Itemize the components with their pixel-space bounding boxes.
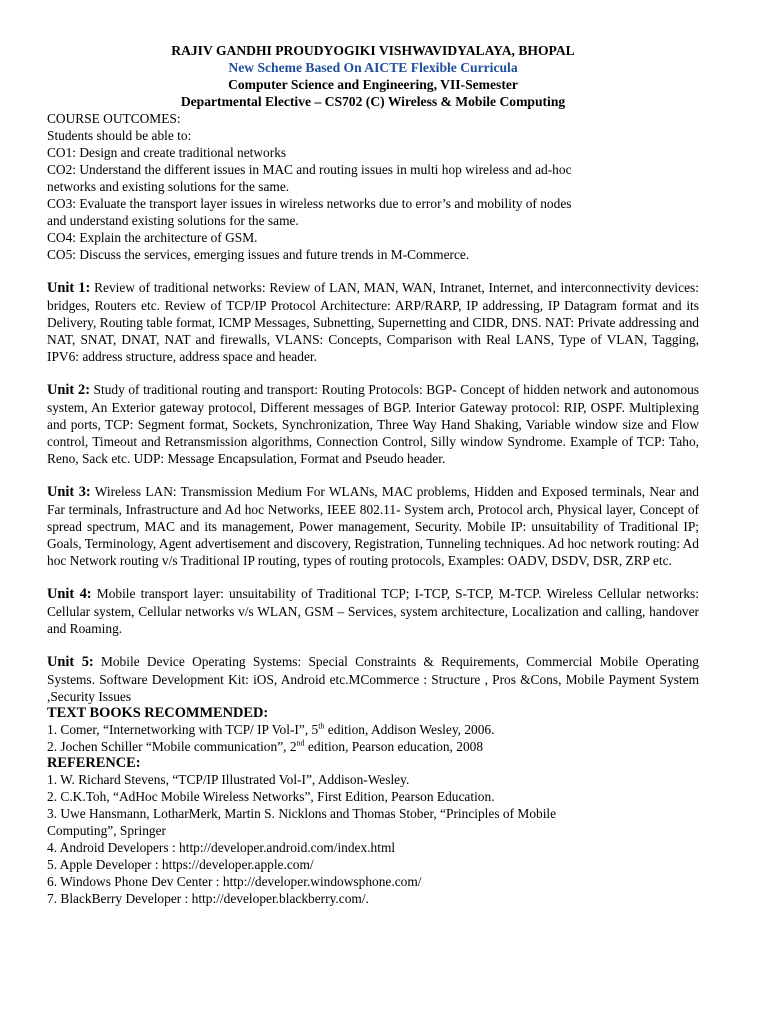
edition-superscript: th (318, 721, 325, 731)
outcomes-intro: Students should be able to: (47, 128, 192, 143)
branch-semester: Computer Science and Engineering, VII-Semester (228, 77, 518, 92)
textbook-text: edition, Addison Wesley, 2006. (324, 722, 495, 737)
university-name: RAJIV GANDHI PROUDYOGIKI VISHWAVIDYALAYA, BHOPAL (171, 43, 575, 58)
textbook-item (47, 721, 699, 738)
unit-2 (47, 381, 699, 467)
references (47, 755, 699, 907)
outcome-line: networks and existing solutions for the same. (47, 179, 290, 194)
scheme-title: New Scheme Based On AICTE Flexible Curricula (228, 60, 518, 75)
reference-item: 5. Apple Developer : https://developer.apple.com/ (47, 857, 314, 872)
course-title: Departmental Elective – CS702 (C) Wireless & Mobile Computing (180, 94, 566, 109)
outcome-line: CO4: Explain the architecture of GSM. (47, 230, 258, 245)
unit-title: Unit 4: (47, 586, 92, 602)
unit-5 (47, 653, 699, 705)
unit-text: Wireless LAN: Transmission Medium For WLANs, MAC problems, Hidden and Exposed terminals, Near and Far terminals, Infrastructure and Ad hoc Networks, IEEE 802.11- System arch, Protocol arch, Physical layer, Concept of spread spectrum, MAC and its management, Power management, Security. Mobile IP: unsuitability of Traditional IP; Goals, Terminology, Agent advertisement and discovery, Registration, Tunneling techniques. Ad hoc network routing: Ad hoc Network routing v/s Traditional IP routing, types of routing protocols, Examples: OADV, DSDV, DSR, ZRP etc. (47, 484, 699, 568)
reference-item: 4. Android Developers : http://developer.android.com/index.html (47, 840, 396, 855)
course-outcomes (47, 110, 699, 263)
outcome-line: CO3: Evaluate the transport layer issues in wireless networks due to error’s and mobility of nodes (47, 196, 572, 211)
edition-superscript: nd (296, 738, 305, 748)
unit-1 (47, 279, 699, 365)
textbook-text: 1. Comer, “Internetworking with TCP/ IP Vol-I”, 5 (47, 722, 319, 737)
unit-text: Mobile Device Operating Systems: Special Constraints & Requirements, Commercial Mobile Operating Systems. Software Development Kit: iOS, Android etc.MCommerce : Structure , Pros &Cons, Mobile Payment System ,Security Issues (47, 654, 699, 704)
reference-item: 1. W. Richard Stevens, “TCP/IP Illustrated Vol-I”, Addison-Wesley. (47, 772, 410, 787)
textbook-text: edition, Pearson education, 2008 (304, 739, 484, 754)
outcome-line: CO1: Design and create traditional networks (47, 145, 287, 160)
outcome-line: CO5: Discuss the services, emerging issues and future trends in M-Commerce. (47, 247, 470, 262)
unit-title: Unit 3: (47, 484, 91, 500)
unit-title: Unit 5: (47, 654, 94, 670)
reference-item: 7. BlackBerry Developer : http://developer.blackberry.com/. (47, 891, 369, 906)
textbook-item (47, 738, 699, 755)
unit-title: Unit 2: (47, 382, 90, 398)
unit-text: Review of traditional networks: Review of LAN, MAN, WAN, Intranet, Internet, and interconnectivity devices: bridges, Routers etc. Review of TCP/IP Protocol Architecture: ARP/RARP, IP addressing, IP Datagram format and its Delivery, Routing table format, ICMP Messages, Subnetting, Supernetting and CIDR, DNS. NAT: Private addressing and NAT, SNAT, DNAT, NAT and firewalls, VLANS: Concepts, Comparison with Real LANS, Type of VLAN, Tagging, IPV6: address structure, address space and header. (47, 280, 699, 364)
outcomes-heading: COURSE OUTCOMES: (47, 111, 181, 126)
reference-item: 3. Uwe Hansmann, LotharMerk, Martin S. Nicklons and Thomas Stober, “Principles of Mobile (47, 806, 557, 821)
unit-4 (47, 585, 699, 637)
unit-3 (47, 483, 699, 569)
reference-item: Computing”, Springer (47, 823, 167, 838)
outcome-line: CO2: Understand the different issues in MAC and routing issues in multi hop wireless and ad-hoc (47, 162, 572, 177)
unit-title: Unit 1: (47, 280, 91, 296)
textbook-text: 2. Jochen Schiller “Mobile communication”, 2 (47, 739, 297, 754)
text-books (47, 705, 699, 755)
unit-text: Mobile transport layer: unsuitability of Traditional TCP; I-TCP, S-TCP, M-TCP. Wireless Cellular networks: Cellular system, Cellular networks v/s WLAN, GSM – Services, system architecture, Localization and calling, handover and Roaming. (47, 586, 699, 636)
document-header (47, 42, 699, 110)
unit-text: Study of traditional routing and transport: Routing Protocols: BGP- Concept of hidden network and autonomous system, An Exterior gateway protocol, Different messages of BGP. Interior Gateway protocol: RIP, OSPF. Multiplexing and ports, TCP: Segment format, Sockets, Synchronization, Three Way Hand Shaking, Variable window size and Flow control, Timeout and Retransmission algorithms, Connection Control, Silly window Syndrome. Example of TCP: Taho, Reno, Sack etc. UDP: Message Encapsulation, Format and Pseudo header. (47, 382, 699, 466)
textbooks-heading: TEXT BOOKS RECOMMENDED: (47, 705, 269, 721)
syllabus-page (47, 42, 699, 907)
reference-heading: REFERENCE: (47, 755, 141, 771)
reference-item: 2. C.K.Toh, “AdHoc Mobile Wireless Networks”, First Edition, Pearson Education. (47, 789, 495, 804)
outcome-line: and understand existing solutions for the same. (47, 213, 299, 228)
reference-item: 6. Windows Phone Dev Center : http://developer.windowsphone.com/ (47, 874, 422, 889)
